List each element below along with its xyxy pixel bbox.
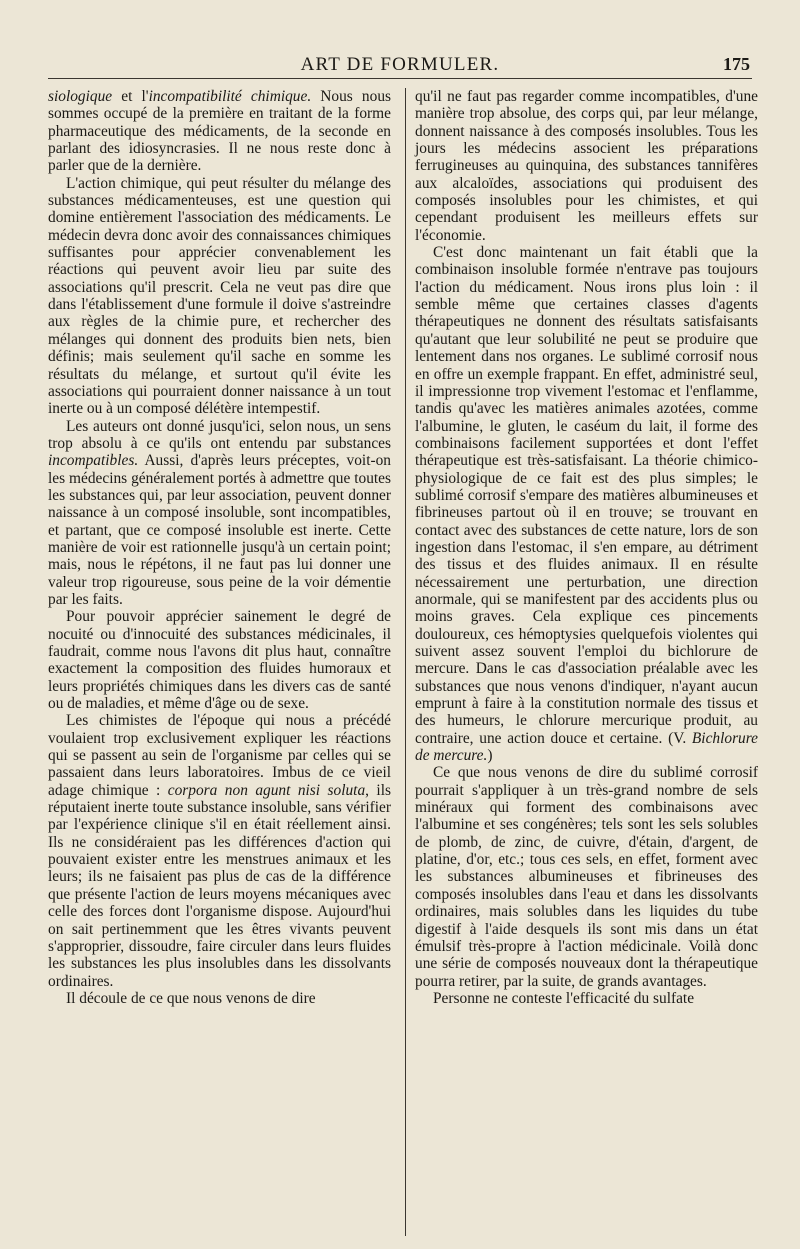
text-run: ) (487, 747, 493, 765)
text-run: Les chimistes de l'époque qui nous a précédé voulaient trop exclusivement expliquer les réactions qui se passent au sein de l'organisme par celles qui se passaient dans leurs laboratoires. Imbus de ce vieil adage chimique : (48, 712, 391, 799)
right-column (415, 88, 758, 1238)
page-number: 175 (723, 54, 750, 74)
paragraph: L'action chimique, qui peut résulter du mélange des substances médicamenteuses, est une question qui domine entièrement l'association des médicaments. Le médecin devra donc avoir des connaissances chimiques suffisantes pour apprécier convenablement les réactions qui peuvent avoir lieu par suite des associations qu'il prescrit. Cela ne veut pas dire que dans l'établissement d'une formule il doive s'astreindre aux règles de la chimie pure, et rechercher des mélanges qui donnent des produits bien nets, bien définis; mais seulement qu'il sache en somme les résultats du mélange, et surtout qu'il évite les associations qui pourraient donner naissance à un tout inerte ou à un composé délétère intempestif. (48, 174, 391, 418)
running-title: ART DE FORMULER. (300, 54, 500, 75)
text-run: Aussi, d'après leurs préceptes, voit-on les médecins généralement portés à admettre que toutes les substances qui, par leur association, peuvent donner naissance à un composé insoluble, sont incompatibles, et partant, que ce composé insoluble est inerte. Cette manière de voir est rationnelle jusqu'à un certain point; mais, nous le répétons, il ne faut pas lui donner une valeur trop rigoureuse, sous peine de la voir démentie par les faits. (48, 452, 391, 608)
paragraph (48, 88, 391, 175)
paragraph (415, 244, 758, 764)
text-columns (48, 88, 758, 1238)
italic-text: incompatibles. (48, 452, 139, 470)
paragraph (48, 418, 391, 609)
page-header (48, 52, 752, 79)
paragraph: Ce que nous venons de dire du sublimé corrosif pourrait s'appliquer à un très-grand nombre de sels minéraux qui forment des combinaisons avec l'albumine et ses congénères; tels sont les sels solubles de plomb, de zinc, de cuivre, d'étain, d'argent, de platine, d'or, etc.; tous ces sels, en effet, forment avec les substances albumineuses et fibrineuses des composés insolubles dans l'eau et dans les dissolvants ordinaires, mais solubles dans les liquides du tube digestif à l'aide desquels ils sont mis dans un état émulsif très-propre à l'action médicinale. Voilà donc une série de composés nouveaux dont la thérapeutique pourra retirer, par la suite, de grands avantages. (415, 764, 758, 990)
italic-text: corpora non agunt nisi soluta (167, 781, 366, 799)
text-run: et l' (112, 88, 149, 105)
paragraph: Personne ne conteste l'efficacité du sulfate (433, 989, 695, 1007)
paragraph: Il découle de ce que nous venons de dire (66, 989, 316, 1007)
text-run: , ils réputaient inerte toute substance insoluble, sans vérifier par l'expérience clinique s'il en était réellement ainsi. Ils ne considéraient pas les différences d'action qui pouvaient exister entre les menstrues animaux et les leurs; ils ne faisaient pas plus de cas de la différence que présente l'action de leurs moyens mécaniques avec celle des forces dont l'organisme dispose. Aujourd'hui on sait pertinemment que les êtres vivants peuvent s'approprier, dissoudre, faire circuler dans leurs fluides les substances les plus insolubles dans les dissolvants ordinaires. (48, 781, 391, 990)
text-run: C'est donc maintenant un fait établi que la combinaison insoluble formée n'entrave pas toujours l'action du médicament. Nous irons plus loin : il semble même que certaines classes d'agents thérapeutiques ne donnent des résultats satisfaisants qu'autant que leur solubilité ne peut se produire que lentement dans nos organes. Le sublimé corrosif nous en offre un exemple frappant. En effet, administré seul, il impressionne trop vivement l'estomac et l'enflamme, tandis qu'avec les matières animales azotées, comme l'albumine, le gluten, le caséum du lait, il forme des combinaisons facilement supportées et dont l'effet thérapeutique est très-satisfaisant. La théorie chimico-physiologique de ce fait est des plus simples; le sublimé corrosif s'empare des matières albumineuses et fibrineuses partout où il en trouve; se trouvant en contact avec des substances de cette nature, lors de son ingestion dans l'estomac, il s'en empare, au détriment des tissus et des fluides animaux. Il en résulte nécessairement une perturbation, une direction anormale, qui se manifestent par des accidents plus ou moins graves. Cela explique ces pincements douloureux, ces hémoptysies quelquefois violentes qui suivent assez souvent l'emploi du bichlorure de mercure. Dans le cas d'association préalable avec les substances que nous venons d'indiquer, n'ayant aucun emprunt à faire à la constitution normale des tissus et des humeurs, le chlorure mercurique produit, au contraire, une action douce et certaine. (V. (415, 244, 758, 747)
text-run: Les auteurs ont donné jusqu'ici, selon nous, un sens trop absolu à ce qu'ils ont entendu par substances (48, 417, 391, 452)
italic-text: Bichlorure de mercure. (415, 729, 758, 765)
paragraph: qu'il ne faut pas regarder comme incompatibles, d'une manière trop absolue, des corps qui, par leur mélange, donnent naissance à des composés insolubles. Tous les jours les médecins associent les préparations ferrugineuses au quinquina, des substances tannifères aux alcaloïdes, associations qui produisent des composés insolubles pour les chimistes, et qui cependant produisent les meilleurs effets sur l'économie. (415, 88, 758, 244)
italic-text: incompatibilité chimique. (148, 88, 312, 105)
paragraph (48, 712, 391, 990)
text-run: Nous nous sommes occupé de la première en traitant de la forme pharmaceutique des médicaments, de la seconde en parlant des idiosyncrasies. Il ne nous reste donc à parler que de la dernière. (48, 88, 392, 175)
left-column (48, 88, 391, 1238)
italic-text: siologique (48, 88, 113, 105)
paragraph: Pour pouvoir apprécier sainement le degré de nocuité ou d'innocuité des substances médicinales, il faudrait, comme nous l'avons dit plus haut, connaître exactement la composition des fluides humoraux et leurs propriétés chimiques dans les divers cas de santé ou de maladies, et même d'âge ou de sexe. (48, 608, 391, 713)
